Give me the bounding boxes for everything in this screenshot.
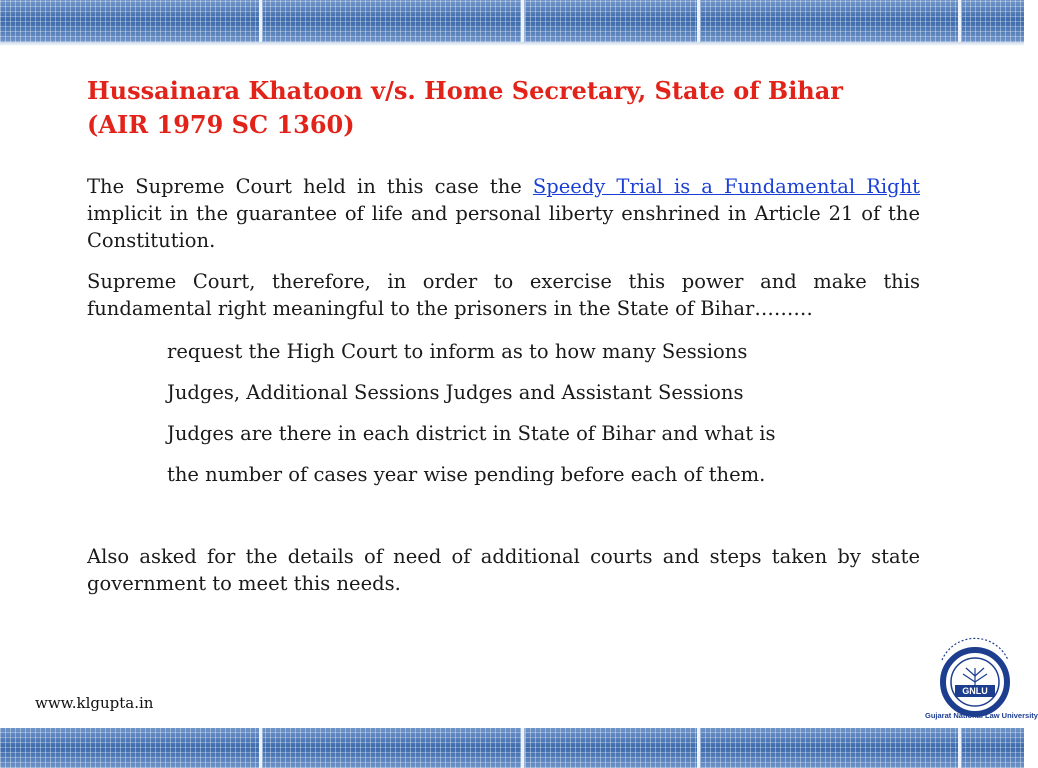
paragraph-holding — [87, 173, 920, 254]
request-line: Judges, Additional Sessions Judges and Assistant Sessions — [167, 381, 744, 404]
slide-title — [87, 74, 937, 142]
band-separator — [697, 728, 700, 768]
band-separator — [697, 0, 700, 42]
title-line-citation: (AIR 1979 SC 1360) — [87, 110, 355, 139]
top-decorative-band — [0, 0, 1024, 42]
request-line: request the High Court to inform as to how many Sessions — [167, 340, 748, 363]
speedy-trial-link[interactable]: Speedy Trial is a Fundamental Right — [532, 175, 920, 198]
band-separator — [521, 0, 524, 42]
slide-body — [87, 173, 920, 322]
band-separator — [259, 728, 262, 768]
band-separator — [958, 728, 961, 768]
band-separator — [259, 0, 262, 42]
court-request-block — [167, 338, 887, 502]
band-separator — [958, 0, 961, 42]
website-url[interactable]: www.klgupta.in — [35, 694, 154, 712]
logo-text: GNLU — [962, 686, 988, 696]
request-line: the number of cases year wise pending before each of them. — [167, 463, 766, 486]
holding-text-start: The Supreme Court held in this case the — [87, 175, 533, 198]
title-line-case-name: Hussainara Khatoon v/s. Home Secretary, State of Bihar — [87, 76, 843, 105]
band-separator — [521, 728, 524, 768]
logo-caption: Gujarat National Law University — [925, 711, 1038, 720]
bottom-decorative-band — [0, 728, 1024, 768]
paragraph-exercise-power: Supreme Court, therefore, in order to exercise this power and make this fundamental right meaningful to the prisoners in the State of Bihar……… — [87, 270, 920, 320]
holding-text-end: implicit in the guarantee of life and personal liberty enshrined in Article 21 of the Constitution. — [87, 202, 920, 252]
paragraph-additional-courts: Also asked for the details of need of additional courts and steps taken by state government to meet this needs. — [87, 545, 920, 595]
top-band-shadow — [0, 42, 1024, 46]
request-line: Judges are there in each district in State of Bihar and what is — [167, 422, 776, 445]
